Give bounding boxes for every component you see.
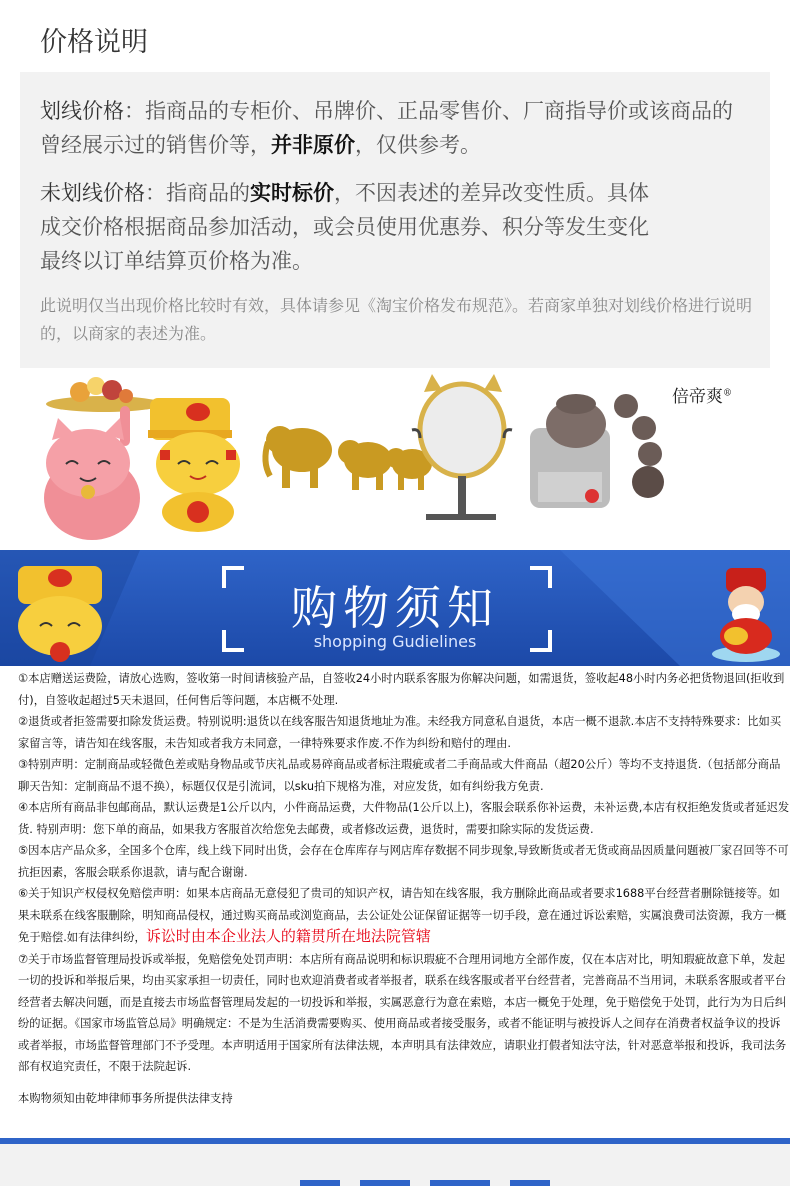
- product-strip: [0, 368, 790, 550]
- strikethrough-price-label: 划线价格: [40, 99, 124, 123]
- legal-support-footnote: 本购物须知由乾坤律师事务所提供法律支持: [18, 1092, 233, 1105]
- real-price-label: 未划线价格: [40, 181, 145, 205]
- notice-item-5: ⑤因本店产品众多，全国多个仓库，线上线下同时出货，会存在仓库库存与网店库存数据不同步现象,导致断货或者无货或商品因质量问题被厂家召回等不可抗拒因素，客服会联系你退款，请与配合谢谢.: [18, 844, 789, 879]
- real-price-text-end: ，不因表述的差异改变性质。具体: [334, 181, 649, 205]
- real-price-line-2: 成交价格根据商品参加活动，或会员使用优惠券、积分等发生变化: [40, 215, 649, 239]
- pink-cat-figurine-image: [44, 377, 162, 540]
- notice-item-1: ①本店赠送运费险，请放心选购，签收第一时间请核验产品，自签收24小时内联系客服为你解决问题，如需退货，签收起48小时内务必把货物退回(拒收到付)，自签收起超过5天未退回，任何售后等问题，本店概不处理.: [18, 672, 785, 707]
- jurisdiction-highlight: 诉讼时由本企业法人的籍贯所在地法院管辖: [145, 927, 431, 945]
- brand-name: 倍帝爽: [672, 387, 723, 407]
- gold-elephants-image: [265, 426, 432, 490]
- shopping-guidelines-banner: [0, 550, 790, 666]
- tea-set-image: [530, 394, 664, 508]
- registered-mark: ®: [723, 388, 732, 399]
- price-title: 价格说明: [40, 27, 148, 58]
- not-original-price-bold: 并非原价: [271, 133, 355, 157]
- price-disclaimer: 此说明仅当出现价格比较时有效，具体请参见《淘宝价格发布规范》。若商家单独对划线价格进行说明的，以商家的表述为准。: [40, 296, 753, 343]
- notice-list: [18, 668, 790, 1078]
- real-price-paragraph: [40, 176, 750, 278]
- strikethrough-price-text: ：指商品的专柜价、吊牌价、正品零售价、厂商指导价或该商品的曾经展示过的销售价等，: [40, 99, 733, 157]
- gold-fortune-figurine-image: [148, 398, 240, 532]
- real-time-price-bold: 实时标价: [250, 181, 334, 205]
- banner-title: 购物须知: [291, 581, 499, 635]
- real-price-line-3: 最终以订单结算页价格为准。: [40, 249, 313, 273]
- notice-item-3: ③特别声明：定制商品或轻微色差或贴身物品或节庆礼品或易碎商品或者标注瑕疵或者二手商品或大件商品（超20公斤）等均不支持退货.（包括部分商品聊天告知：定制商品不退不换），标题仅仅是引流词，以sku拍下规格为准，对应发货，如有纠纷我方免责.: [18, 758, 781, 793]
- notice-item-6: [18, 883, 790, 949]
- notice-item-7: ⑦关于市场监督管理局投诉或举报，免赔偿免处罚声明：本店所有商品说明和标识瑕疵不合理用词地方全部作废，仅在本店对比，明知瑕疵故意下单，发起一切的投诉和举报后果，均由买家承担一切责任，同时也欢迎消费者或者举报者，联系在线客服或者平台经营者，完善商品不当用词，未联系客服或者平台经营者去解决问题，而是直接去市场监督管理局发起的一切投诉和举报，实属恶意行为意在索赔，本店一概免于处理，免于赔偿免于处罚，此行为为日后纠纷的证据。《国家市场监管总局》明确规定：不是为生活消费需要购买、使用商品或者接受服务，或者不能证明与被投诉人之间存在消费者权益争议的投诉或者举报，市场监督管理部门不予受理。本声明适用于国家所有法律法规，本声明具有法律效应，请职业打假者知法守法，针对恶意举报和投诉，我司法务部有权追究责任，不限于法院起诉.: [18, 952, 787, 1073]
- strikethrough-price-paragraph: [40, 94, 750, 162]
- real-price-line-1: [40, 176, 750, 210]
- real-price-text: ：指商品的: [145, 181, 250, 205]
- price-explanation-box: [20, 72, 770, 368]
- banner-subtitle: shopping Gudielines: [313, 632, 477, 651]
- cat-ear-mirror-image: [412, 374, 512, 520]
- next-section-title-fragment: [300, 1178, 560, 1186]
- notice-item-4: ④本店所有商品非包邮商品，默认运费是1公斤以内，小件商品运费，大件物品(1公斤以上)，客服会联系你补运费，未补运费,本店有权拒绝发货或者延迟发货. 特别声明：您下单的商品，如果我方客服首次给您免去邮费，或者修改运费，退货时，需要扣除实际的发货运费.: [18, 801, 790, 836]
- notice-item-6-text: ⑥关于知识产权侵权免赔偿声明：如果本店商品无意侵犯了贵司的知识产权，请告知在线客服，我方删除此商品或者要求1688平台经营者删除链接等。如果未联系在线客服删除，明知商品侵权，通过购买商品或浏览商品，去公证处公证保留证据等一切手段，意在通过诉讼索赔，实属浪费司法资源，我方一概免于赔偿.如有法律纠纷，: [18, 887, 787, 944]
- brand-label: [672, 382, 732, 407]
- strikethrough-price-text-end: ，仅供参考。: [355, 133, 481, 157]
- notice-item-2: ②退货或者拒签需要扣除发货运费。特别说明:退货以在线客服告知退货地址为准。未经我方同意私自退货，本店一概不退款.本店不支持特殊要求：比如买家留言等，请告知在线客服，未告知或者我方未同意，一律特殊要求作废.不作为纠纷和赔付的理由.: [18, 715, 782, 750]
